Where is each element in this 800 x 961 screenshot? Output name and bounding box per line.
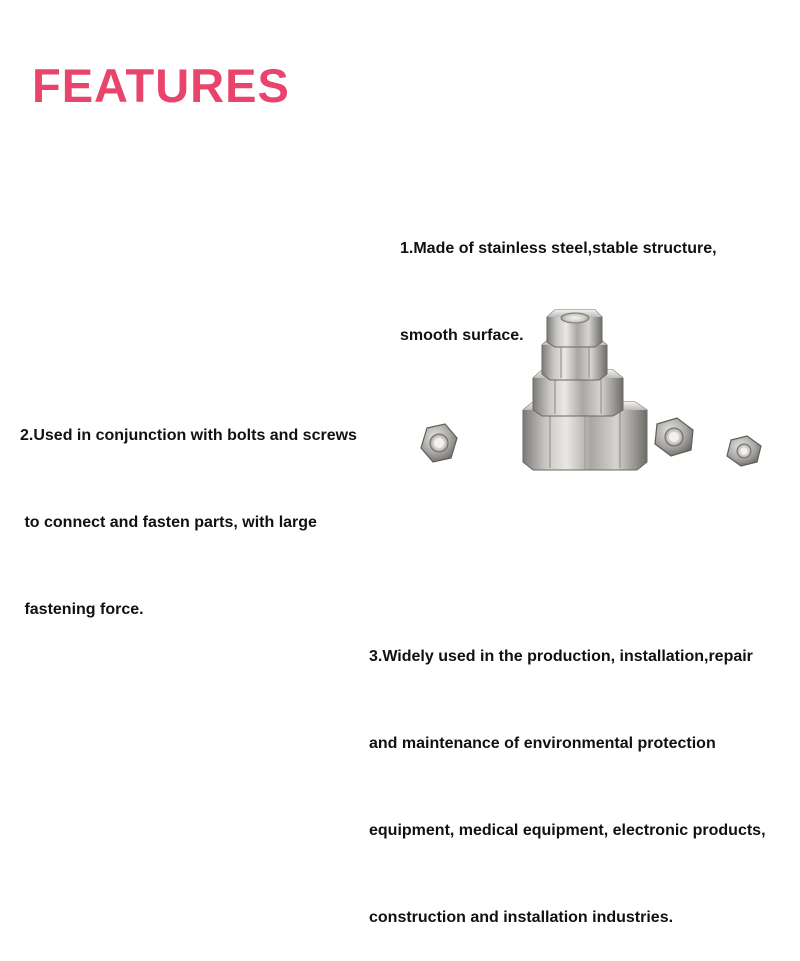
feature-2-line-2: to connect and fasten parts, with large (20, 514, 317, 531)
feature-3-line-2: and maintenance of environmental protection (369, 735, 716, 752)
feature-2-text (20, 363, 357, 653)
feature-3-line-1: 3.Widely used in the production, installation,repair (369, 648, 753, 665)
loose-hex-nut-left (421, 424, 457, 462)
loose-hex-nut-right (727, 436, 761, 466)
feature-2-line-3: fastening force. (20, 601, 144, 618)
feature-3-line-3: equipment, medical equipment, electronic products, (369, 822, 766, 839)
small-top-hex-nut (547, 310, 602, 347)
feature-1-line-1: 1.Made of stainless steel,stable structure, (400, 240, 717, 257)
hex-nuts-product-image (405, 290, 790, 490)
feature-3-line-4: construction and installation industries. (369, 909, 674, 926)
loose-hex-nut-middle (655, 418, 693, 456)
feature-1-line-2: smooth surface. (400, 327, 524, 344)
page-title: FEATURES (32, 59, 290, 112)
feature-3-text (369, 584, 766, 961)
feature-2-line-1: 2.Used in conjunction with bolts and screws (20, 427, 357, 444)
